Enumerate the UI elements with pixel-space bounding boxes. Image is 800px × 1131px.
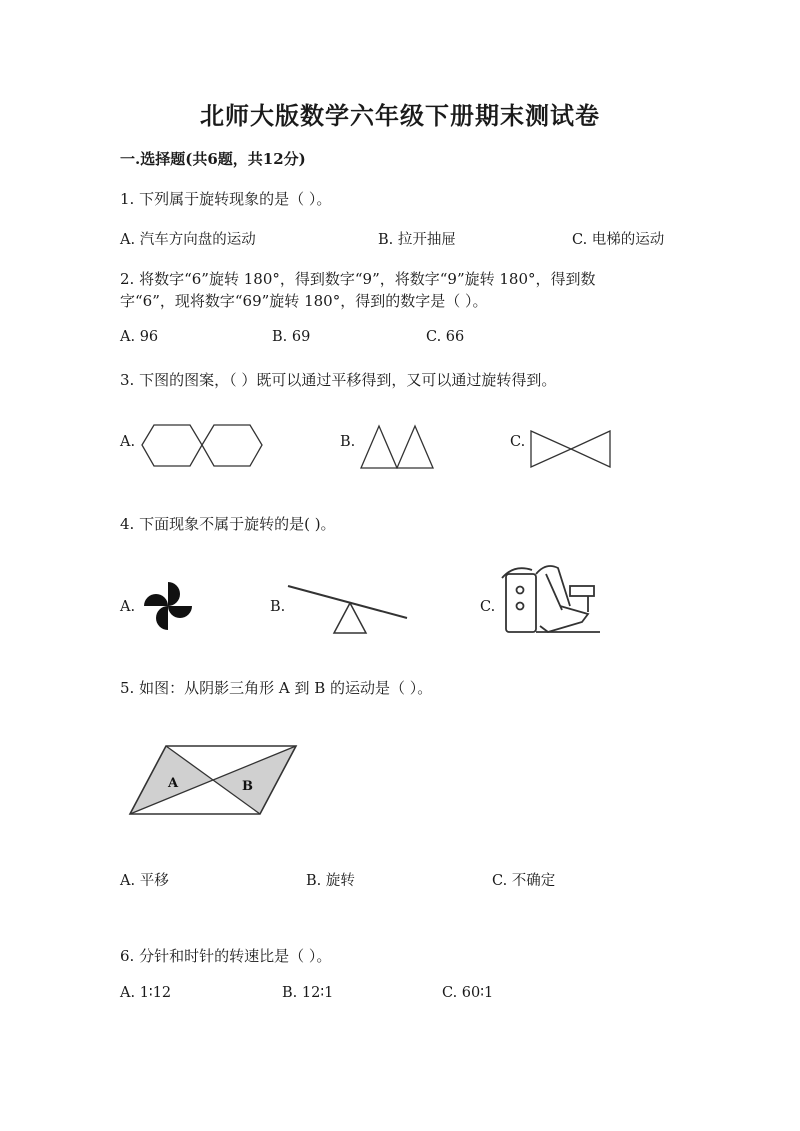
question-1-option-b: B. 拉开抽屉 — [378, 232, 456, 248]
question-6-stem: 6. 分针和时针的转速比是（ ）。 — [120, 947, 332, 965]
parallelogram-figure — [126, 742, 302, 818]
slide-icon — [500, 562, 604, 638]
question-4-option-a: A. — [120, 599, 136, 615]
question-2-option-b: B. 69 — [272, 329, 311, 345]
question-5-option-b: B. 旋转 — [306, 873, 355, 889]
question-5-option-a: A. 平移 — [120, 873, 169, 889]
question-3-option-a: A. — [120, 434, 136, 450]
question-6-option-b: B. 12∶1 — [282, 985, 334, 1001]
two-triangles-figure — [360, 424, 436, 470]
two-hexagons-figure — [140, 424, 266, 470]
question-6-option-c: C. 60∶1 — [442, 985, 494, 1001]
question-1-option-a: A. 汽车方向盘的运动 — [120, 232, 256, 248]
question-2-option-c: C. 66 — [426, 329, 465, 345]
question-5-stem: 5. 如图：从阴影三角形 A 到 B 的运动是（ ）。 — [120, 679, 433, 697]
question-4-option-c: C. — [480, 599, 496, 615]
question-6-option-a: A. 1∶12 — [120, 985, 172, 1001]
question-3-option-c: C. — [510, 434, 526, 450]
triangle-label-b: B — [242, 779, 253, 794]
question-2-stem-line2: 字“6”，现将数字“69”旋转 180°，得到的数字是（ ）。 — [120, 292, 488, 310]
question-4-stem: 4. 下面现象不属于旋转的是( )。 — [120, 515, 336, 533]
triangle-label-a: A — [168, 776, 179, 791]
page-title: 北师大版数学六年级下册期末测试卷 — [200, 101, 600, 130]
question-3-option-b: B. — [340, 434, 356, 450]
question-2-stem-line1: 2. 将数字“6”旋转 180°，得到数字“9”，将数字“9”旋转 180°，得到数 — [120, 270, 596, 288]
question-1-stem: 1. 下列属于旋转现象的是（ ）。 — [120, 190, 332, 208]
section-heading: 一.选择题(共6题，共12分) — [120, 150, 306, 168]
question-2-option-a: A. 96 — [120, 329, 159, 345]
question-3-stem: 3. 下图的图案，（ ）既可以通过平移得到，又可以通过旋转得到。 — [120, 371, 557, 389]
question-4-option-b: B. — [270, 599, 286, 615]
seesaw-icon — [286, 584, 410, 636]
pinwheel-icon — [140, 578, 196, 634]
question-1-option-c: C. 电梯的运动 — [572, 232, 665, 248]
question-5-option-c: C. 不确定 — [492, 873, 556, 889]
bowtie-figure — [530, 430, 612, 468]
